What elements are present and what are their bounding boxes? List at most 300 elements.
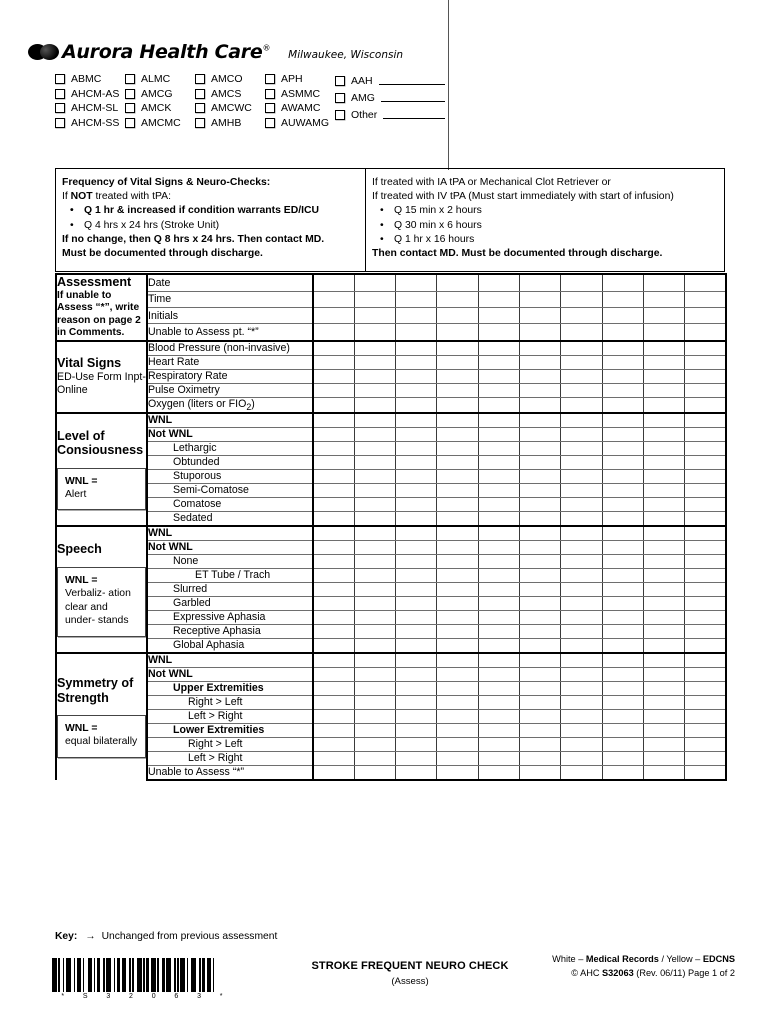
data-entry-cell[interactable] — [396, 723, 437, 737]
data-entry-cell[interactable] — [478, 413, 519, 428]
data-entry-cell[interactable] — [478, 554, 519, 568]
checkbox-icon[interactable] — [125, 89, 135, 99]
data-entry-cell[interactable] — [561, 455, 602, 469]
site-write-in-line-aah[interactable] — [379, 84, 445, 85]
data-entry-cell[interactable] — [437, 413, 478, 428]
data-entry-cell[interactable] — [643, 610, 684, 624]
data-entry-cell[interactable] — [561, 383, 602, 397]
data-entry-cell[interactable] — [643, 596, 684, 610]
data-entry-cell[interactable] — [643, 540, 684, 554]
data-entry-cell[interactable] — [685, 455, 726, 469]
data-entry-cell[interactable] — [561, 568, 602, 582]
data-entry-cell[interactable] — [354, 397, 395, 413]
data-entry-cell[interactable] — [561, 369, 602, 383]
data-entry-cell[interactable] — [643, 355, 684, 369]
data-entry-cell[interactable] — [561, 540, 602, 554]
checkbox-icon[interactable] — [265, 89, 275, 99]
data-entry-cell[interactable] — [519, 695, 560, 709]
data-entry-cell[interactable] — [643, 765, 684, 780]
data-entry-cell[interactable] — [602, 291, 643, 307]
data-entry-cell[interactable] — [685, 483, 726, 497]
checkbox-icon[interactable] — [195, 103, 205, 113]
data-entry-cell[interactable] — [478, 540, 519, 554]
data-entry-cell[interactable] — [396, 497, 437, 511]
data-entry-cell[interactable] — [437, 291, 478, 307]
data-entry-cell[interactable] — [519, 441, 560, 455]
data-entry-cell[interactable] — [561, 554, 602, 568]
site-checkbox-amcmc[interactable] — [125, 116, 195, 131]
data-entry-cell[interactable] — [313, 307, 354, 323]
data-entry-cell[interactable] — [437, 695, 478, 709]
data-entry-cell[interactable] — [561, 751, 602, 765]
data-entry-cell[interactable] — [602, 653, 643, 668]
data-entry-cell[interactable] — [519, 568, 560, 582]
checkbox-icon[interactable] — [125, 74, 135, 84]
site-checkbox-awamc[interactable] — [265, 101, 335, 116]
site-checkbox-amcg[interactable] — [125, 87, 195, 102]
data-entry-cell[interactable] — [396, 568, 437, 582]
data-entry-cell[interactable] — [643, 274, 684, 291]
data-entry-cell[interactable] — [643, 526, 684, 541]
data-entry-cell[interactable] — [313, 274, 354, 291]
data-entry-cell[interactable] — [685, 413, 726, 428]
site-checkbox-auwamg[interactable] — [265, 116, 335, 131]
data-entry-cell[interactable] — [396, 274, 437, 291]
data-entry-cell[interactable] — [519, 723, 560, 737]
data-entry-cell[interactable] — [685, 469, 726, 483]
checkbox-icon[interactable] — [55, 103, 65, 113]
data-entry-cell[interactable] — [478, 653, 519, 668]
data-entry-cell[interactable] — [313, 568, 354, 582]
data-entry-cell[interactable] — [396, 526, 437, 541]
data-entry-cell[interactable] — [313, 667, 354, 681]
data-entry-cell[interactable] — [602, 695, 643, 709]
data-entry-cell[interactable] — [313, 413, 354, 428]
data-entry-cell[interactable] — [478, 441, 519, 455]
data-entry-cell[interactable] — [354, 540, 395, 554]
data-entry-cell[interactable] — [437, 526, 478, 541]
data-entry-cell[interactable] — [685, 427, 726, 441]
data-entry-cell[interactable] — [354, 667, 395, 681]
data-entry-cell[interactable] — [313, 765, 354, 780]
data-entry-cell[interactable] — [519, 737, 560, 751]
data-entry-cell[interactable] — [685, 441, 726, 455]
data-entry-cell[interactable] — [437, 469, 478, 483]
data-entry-cell[interactable] — [354, 369, 395, 383]
data-entry-cell[interactable] — [354, 497, 395, 511]
data-entry-cell[interactable] — [396, 709, 437, 723]
data-entry-cell[interactable] — [396, 582, 437, 596]
data-entry-cell[interactable] — [685, 397, 726, 413]
data-entry-cell[interactable] — [396, 427, 437, 441]
data-entry-cell[interactable] — [602, 596, 643, 610]
data-entry-cell[interactable] — [437, 610, 478, 624]
data-entry-cell[interactable] — [561, 653, 602, 668]
checkbox-icon[interactable] — [55, 74, 65, 84]
site-checkbox-aph[interactable] — [265, 72, 335, 87]
data-entry-cell[interactable] — [685, 497, 726, 511]
data-entry-cell[interactable] — [437, 497, 478, 511]
data-entry-cell[interactable] — [354, 291, 395, 307]
data-entry-cell[interactable] — [437, 511, 478, 526]
data-entry-cell[interactable] — [437, 427, 478, 441]
data-entry-cell[interactable] — [561, 355, 602, 369]
data-entry-cell[interactable] — [602, 709, 643, 723]
data-entry-cell[interactable] — [685, 723, 726, 737]
data-entry-cell[interactable] — [685, 540, 726, 554]
data-entry-cell[interactable] — [561, 413, 602, 428]
data-entry-cell[interactable] — [437, 765, 478, 780]
data-entry-cell[interactable] — [643, 469, 684, 483]
data-entry-cell[interactable] — [643, 455, 684, 469]
site-checkbox-other[interactable] — [335, 106, 445, 123]
data-entry-cell[interactable] — [313, 638, 354, 653]
data-entry-cell[interactable] — [602, 582, 643, 596]
data-entry-cell[interactable] — [643, 681, 684, 695]
data-entry-cell[interactable] — [685, 653, 726, 668]
data-entry-cell[interactable] — [354, 751, 395, 765]
data-entry-cell[interactable] — [519, 427, 560, 441]
data-entry-cell[interactable] — [313, 355, 354, 369]
data-entry-cell[interactable] — [354, 681, 395, 695]
data-entry-cell[interactable] — [478, 624, 519, 638]
data-entry-cell[interactable] — [437, 540, 478, 554]
data-entry-cell[interactable] — [685, 307, 726, 323]
checkbox-icon[interactable] — [195, 74, 205, 84]
data-entry-cell[interactable] — [478, 427, 519, 441]
data-entry-cell[interactable] — [685, 582, 726, 596]
data-entry-cell[interactable] — [437, 709, 478, 723]
data-entry-cell[interactable] — [561, 638, 602, 653]
data-entry-cell[interactable] — [313, 497, 354, 511]
site-checkbox-aah[interactable] — [335, 72, 445, 89]
data-entry-cell[interactable] — [602, 751, 643, 765]
data-entry-cell[interactable] — [643, 737, 684, 751]
data-entry-cell[interactable] — [643, 324, 684, 341]
data-entry-cell[interactable] — [561, 596, 602, 610]
data-entry-cell[interactable] — [519, 751, 560, 765]
data-entry-cell[interactable] — [437, 751, 478, 765]
data-entry-cell[interactable] — [396, 681, 437, 695]
data-entry-cell[interactable] — [643, 638, 684, 653]
data-entry-cell[interactable] — [602, 341, 643, 356]
data-entry-cell[interactable] — [561, 765, 602, 780]
data-entry-cell[interactable] — [313, 596, 354, 610]
data-entry-cell[interactable] — [602, 540, 643, 554]
data-entry-cell[interactable] — [396, 291, 437, 307]
data-entry-cell[interactable] — [519, 341, 560, 356]
data-entry-cell[interactable] — [519, 653, 560, 668]
data-entry-cell[interactable] — [561, 667, 602, 681]
data-entry-cell[interactable] — [643, 511, 684, 526]
data-entry-cell[interactable] — [354, 483, 395, 497]
data-entry-cell[interactable] — [478, 497, 519, 511]
data-entry-cell[interactable] — [519, 497, 560, 511]
site-write-in-line-amg[interactable] — [381, 101, 445, 102]
site-checkbox-ahcm-as[interactable] — [55, 87, 125, 102]
data-entry-cell[interactable] — [313, 441, 354, 455]
data-entry-cell[interactable] — [313, 554, 354, 568]
data-entry-cell[interactable] — [643, 397, 684, 413]
data-entry-cell[interactable] — [313, 341, 354, 356]
data-entry-cell[interactable] — [602, 441, 643, 455]
data-entry-cell[interactable] — [478, 511, 519, 526]
data-entry-cell[interactable] — [643, 751, 684, 765]
data-entry-cell[interactable] — [685, 709, 726, 723]
data-entry-cell[interactable] — [478, 709, 519, 723]
data-entry-cell[interactable] — [685, 568, 726, 582]
data-entry-cell[interactable] — [437, 483, 478, 497]
site-checkbox-ahcm-sl[interactable] — [55, 101, 125, 116]
data-entry-cell[interactable] — [313, 709, 354, 723]
site-checkbox-amhb[interactable] — [195, 116, 265, 131]
data-entry-cell[interactable] — [519, 526, 560, 541]
data-entry-cell[interactable] — [396, 695, 437, 709]
data-entry-cell[interactable] — [437, 638, 478, 653]
data-entry-cell[interactable] — [313, 723, 354, 737]
data-entry-cell[interactable] — [478, 596, 519, 610]
data-entry-cell[interactable] — [643, 497, 684, 511]
data-entry-cell[interactable] — [354, 723, 395, 737]
data-entry-cell[interactable] — [437, 397, 478, 413]
data-entry-cell[interactable] — [396, 397, 437, 413]
data-entry-cell[interactable] — [437, 723, 478, 737]
data-entry-cell[interactable] — [478, 397, 519, 413]
data-entry-cell[interactable] — [685, 765, 726, 780]
data-entry-cell[interactable] — [478, 383, 519, 397]
data-entry-cell[interactable] — [437, 455, 478, 469]
site-checkbox-asmmc[interactable] — [265, 87, 335, 102]
data-entry-cell[interactable] — [602, 355, 643, 369]
data-entry-cell[interactable] — [519, 554, 560, 568]
data-entry-cell[interactable] — [354, 274, 395, 291]
data-entry-cell[interactable] — [313, 526, 354, 541]
data-entry-cell[interactable] — [313, 653, 354, 668]
data-entry-cell[interactable] — [561, 709, 602, 723]
data-entry-cell[interactable] — [685, 695, 726, 709]
data-entry-cell[interactable] — [478, 324, 519, 341]
data-entry-cell[interactable] — [437, 596, 478, 610]
data-entry-cell[interactable] — [602, 610, 643, 624]
data-entry-cell[interactable] — [519, 582, 560, 596]
data-entry-cell[interactable] — [478, 355, 519, 369]
checkbox-icon[interactable] — [55, 89, 65, 99]
data-entry-cell[interactable] — [396, 751, 437, 765]
data-entry-cell[interactable] — [685, 554, 726, 568]
data-entry-cell[interactable] — [685, 274, 726, 291]
data-entry-cell[interactable] — [519, 307, 560, 323]
data-entry-cell[interactable] — [354, 511, 395, 526]
data-entry-cell[interactable] — [478, 667, 519, 681]
data-entry-cell[interactable] — [354, 307, 395, 323]
data-entry-cell[interactable] — [437, 681, 478, 695]
data-entry-cell[interactable] — [478, 695, 519, 709]
data-entry-cell[interactable] — [602, 397, 643, 413]
data-entry-cell[interactable] — [685, 751, 726, 765]
data-entry-cell[interactable] — [478, 751, 519, 765]
data-entry-cell[interactable] — [519, 667, 560, 681]
data-entry-cell[interactable] — [478, 274, 519, 291]
data-entry-cell[interactable] — [561, 526, 602, 541]
data-entry-cell[interactable] — [561, 511, 602, 526]
data-entry-cell[interactable] — [354, 737, 395, 751]
checkbox-icon[interactable] — [265, 103, 275, 113]
data-entry-cell[interactable] — [354, 324, 395, 341]
site-checkbox-amck[interactable] — [125, 101, 195, 116]
data-entry-cell[interactable] — [437, 369, 478, 383]
data-entry-cell[interactable] — [602, 723, 643, 737]
data-entry-cell[interactable] — [437, 274, 478, 291]
data-entry-cell[interactable] — [437, 667, 478, 681]
data-entry-cell[interactable] — [313, 427, 354, 441]
data-entry-cell[interactable] — [313, 624, 354, 638]
data-entry-cell[interactable] — [602, 624, 643, 638]
data-entry-cell[interactable] — [313, 397, 354, 413]
data-entry-cell[interactable] — [519, 291, 560, 307]
data-entry-cell[interactable] — [519, 455, 560, 469]
data-entry-cell[interactable] — [313, 455, 354, 469]
data-entry-cell[interactable] — [685, 511, 726, 526]
data-entry-cell[interactable] — [602, 526, 643, 541]
data-entry-cell[interactable] — [519, 681, 560, 695]
data-entry-cell[interactable] — [643, 307, 684, 323]
data-entry-cell[interactable] — [478, 638, 519, 653]
data-entry-cell[interactable] — [396, 765, 437, 780]
data-entry-cell[interactable] — [437, 653, 478, 668]
data-entry-cell[interactable] — [643, 695, 684, 709]
site-checkbox-amco[interactable] — [195, 72, 265, 87]
checkbox-icon[interactable] — [335, 93, 345, 103]
data-entry-cell[interactable] — [519, 540, 560, 554]
data-entry-cell[interactable] — [354, 469, 395, 483]
data-entry-cell[interactable] — [602, 455, 643, 469]
data-entry-cell[interactable] — [478, 455, 519, 469]
data-entry-cell[interactable] — [396, 455, 437, 469]
data-entry-cell[interactable] — [561, 441, 602, 455]
data-entry-cell[interactable] — [643, 291, 684, 307]
data-entry-cell[interactable] — [437, 383, 478, 397]
data-entry-cell[interactable] — [354, 554, 395, 568]
data-entry-cell[interactable] — [643, 383, 684, 397]
data-entry-cell[interactable] — [602, 765, 643, 780]
site-checkbox-amcs[interactable] — [195, 87, 265, 102]
data-entry-cell[interactable] — [396, 554, 437, 568]
data-entry-cell[interactable] — [602, 469, 643, 483]
data-entry-cell[interactable] — [561, 737, 602, 751]
data-entry-cell[interactable] — [519, 397, 560, 413]
data-entry-cell[interactable] — [396, 737, 437, 751]
data-entry-cell[interactable] — [437, 307, 478, 323]
data-entry-cell[interactable] — [685, 681, 726, 695]
data-entry-cell[interactable] — [354, 582, 395, 596]
data-entry-cell[interactable] — [478, 723, 519, 737]
data-entry-cell[interactable] — [313, 681, 354, 695]
site-checkbox-ahcm-ss[interactable] — [55, 116, 125, 131]
data-entry-cell[interactable] — [313, 324, 354, 341]
data-entry-cell[interactable] — [602, 497, 643, 511]
data-entry-cell[interactable] — [354, 709, 395, 723]
data-entry-cell[interactable] — [313, 511, 354, 526]
data-entry-cell[interactable] — [478, 681, 519, 695]
data-entry-cell[interactable] — [561, 427, 602, 441]
data-entry-cell[interactable] — [437, 355, 478, 369]
checkbox-icon[interactable] — [335, 76, 345, 86]
data-entry-cell[interactable] — [602, 274, 643, 291]
data-entry-cell[interactable] — [643, 554, 684, 568]
checkbox-icon[interactable] — [265, 118, 275, 128]
data-entry-cell[interactable] — [685, 737, 726, 751]
data-entry-cell[interactable] — [643, 709, 684, 723]
checkbox-icon[interactable] — [195, 118, 205, 128]
data-entry-cell[interactable] — [561, 397, 602, 413]
data-entry-cell[interactable] — [396, 653, 437, 668]
checkbox-icon[interactable] — [55, 118, 65, 128]
data-entry-cell[interactable] — [478, 291, 519, 307]
data-entry-cell[interactable] — [602, 427, 643, 441]
data-entry-cell[interactable] — [354, 427, 395, 441]
data-entry-cell[interactable] — [602, 667, 643, 681]
data-entry-cell[interactable] — [437, 324, 478, 341]
data-entry-cell[interactable] — [313, 695, 354, 709]
data-entry-cell[interactable] — [396, 441, 437, 455]
data-entry-cell[interactable] — [519, 638, 560, 653]
data-entry-cell[interactable] — [643, 667, 684, 681]
data-entry-cell[interactable] — [437, 737, 478, 751]
data-entry-cell[interactable] — [561, 274, 602, 291]
data-entry-cell[interactable] — [561, 695, 602, 709]
data-entry-cell[interactable] — [313, 291, 354, 307]
data-entry-cell[interactable] — [354, 341, 395, 356]
data-entry-cell[interactable] — [478, 610, 519, 624]
data-entry-cell[interactable] — [354, 441, 395, 455]
data-entry-cell[interactable] — [313, 540, 354, 554]
site-checkbox-amcwc[interactable] — [195, 101, 265, 116]
data-entry-cell[interactable] — [519, 610, 560, 624]
data-entry-cell[interactable] — [478, 765, 519, 780]
data-entry-cell[interactable] — [685, 624, 726, 638]
data-entry-cell[interactable] — [519, 324, 560, 341]
data-entry-cell[interactable] — [313, 383, 354, 397]
data-entry-cell[interactable] — [643, 653, 684, 668]
data-entry-cell[interactable] — [396, 307, 437, 323]
data-entry-cell[interactable] — [478, 582, 519, 596]
data-entry-cell[interactable] — [354, 413, 395, 428]
data-entry-cell[interactable] — [685, 526, 726, 541]
data-entry-cell[interactable] — [519, 383, 560, 397]
data-entry-cell[interactable] — [685, 596, 726, 610]
data-entry-cell[interactable] — [602, 483, 643, 497]
data-entry-cell[interactable] — [685, 324, 726, 341]
data-entry-cell[interactable] — [313, 582, 354, 596]
data-entry-cell[interactable] — [313, 751, 354, 765]
data-entry-cell[interactable] — [602, 413, 643, 428]
data-entry-cell[interactable] — [643, 568, 684, 582]
data-entry-cell[interactable] — [396, 624, 437, 638]
data-entry-cell[interactable] — [354, 765, 395, 780]
data-entry-cell[interactable] — [437, 341, 478, 356]
data-entry-cell[interactable] — [313, 483, 354, 497]
data-entry-cell[interactable] — [354, 568, 395, 582]
data-entry-cell[interactable] — [685, 667, 726, 681]
data-entry-cell[interactable] — [602, 383, 643, 397]
data-entry-cell[interactable] — [354, 638, 395, 653]
data-entry-cell[interactable] — [685, 610, 726, 624]
checkbox-icon[interactable] — [335, 110, 345, 120]
data-entry-cell[interactable] — [396, 483, 437, 497]
data-entry-cell[interactable] — [478, 469, 519, 483]
data-entry-cell[interactable] — [643, 341, 684, 356]
data-entry-cell[interactable] — [478, 526, 519, 541]
